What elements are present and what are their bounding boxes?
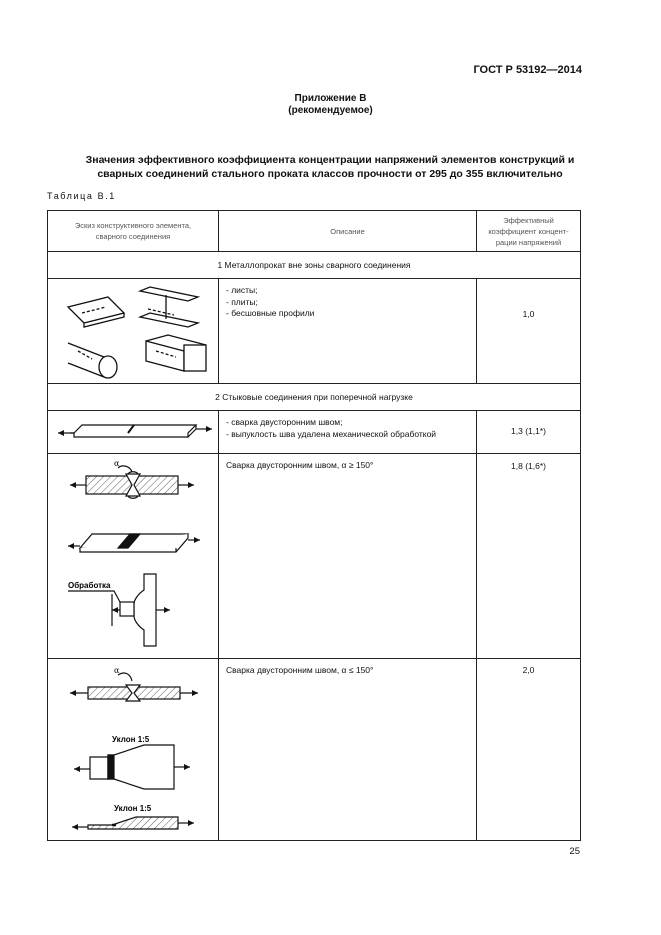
description-line: - сварка двусторонним швом; — [226, 417, 343, 427]
machining-label: Обработка — [68, 581, 111, 590]
alpha-label: α — [114, 666, 120, 675]
header-coef-line1: Эффективный — [503, 215, 554, 225]
description-cell — [219, 411, 477, 454]
sketch-cell — [48, 659, 219, 841]
coefficient-cell: 1,8 (1,6*) — [477, 454, 581, 659]
header-coef-line2: коэффициент концент- — [488, 226, 569, 236]
document-title-line1: Значения эффективного коэффициента концентрации напряжений элементов конструкций и — [85, 154, 575, 166]
section-title: 2 Стыковые соединения при поперечной нагрузке — [48, 384, 581, 411]
description-line: - выпуклость шва удалена механической обработкой — [226, 428, 437, 439]
table-row — [48, 279, 581, 384]
alpha-label: α — [114, 459, 120, 468]
header-sketch-line1: Эскиз конструктивного элемента, — [74, 221, 192, 230]
document-title-line2: сварных соединений стального проката классов прочности от 295 до 355 включительно — [97, 168, 563, 180]
coefficient-table — [47, 210, 581, 841]
description-cell: Сварка двусторонним швом, α ≥ 150° — [219, 454, 477, 659]
description-line: - бесшовные профили — [226, 308, 315, 318]
slope-label: Уклон 1:5 — [112, 735, 150, 744]
appendix-heading — [0, 93, 661, 117]
description-cell: Сварка двусторонним швом, α ≤ 150° — [219, 659, 477, 841]
table-row — [48, 454, 581, 659]
table-header-row — [48, 211, 581, 252]
table-caption: Таблица В.1 — [47, 191, 116, 201]
table-row — [48, 659, 581, 841]
sketch-cell — [48, 279, 219, 384]
section-title: 1 Металлопрокат вне зоны сварного соединения — [48, 252, 581, 279]
document-title — [40, 153, 620, 181]
appendix-title: Приложение В — [294, 93, 367, 104]
coefficient-cell: 1,3 (1,1*) — [477, 411, 581, 454]
standard-code: ГОСТ Р 53192—2014 — [473, 64, 582, 76]
sloped-transition-weld-sketch — [48, 659, 219, 840]
appendix-subtitle: (рекомендуемое) — [288, 105, 373, 116]
page-number: 25 — [569, 846, 580, 857]
sketch-cell — [48, 454, 219, 659]
rolled-profiles-sketch — [48, 279, 219, 383]
header-coef-line3: рации напряжений — [495, 237, 562, 247]
slope-label: Уклон 1:5 — [114, 804, 152, 813]
coefficient-cell: 2,0 — [477, 659, 581, 841]
double-sided-weld-sketch — [48, 454, 219, 658]
description-line: - плиты; — [226, 296, 258, 307]
table-row — [48, 411, 581, 454]
header-sketch-line2: сварного соединения — [95, 232, 171, 241]
coefficient-cell: 1,0 — [477, 279, 581, 384]
header-coefficient — [477, 211, 581, 252]
machined-butt-weld-sketch — [48, 411, 219, 453]
description-cell — [219, 279, 477, 384]
section-row — [48, 384, 581, 411]
header-sketch — [48, 211, 219, 252]
section-row — [48, 252, 581, 279]
header-description: Описание — [219, 211, 477, 252]
sketch-cell — [48, 411, 219, 454]
description-line: - листы; — [226, 285, 258, 295]
